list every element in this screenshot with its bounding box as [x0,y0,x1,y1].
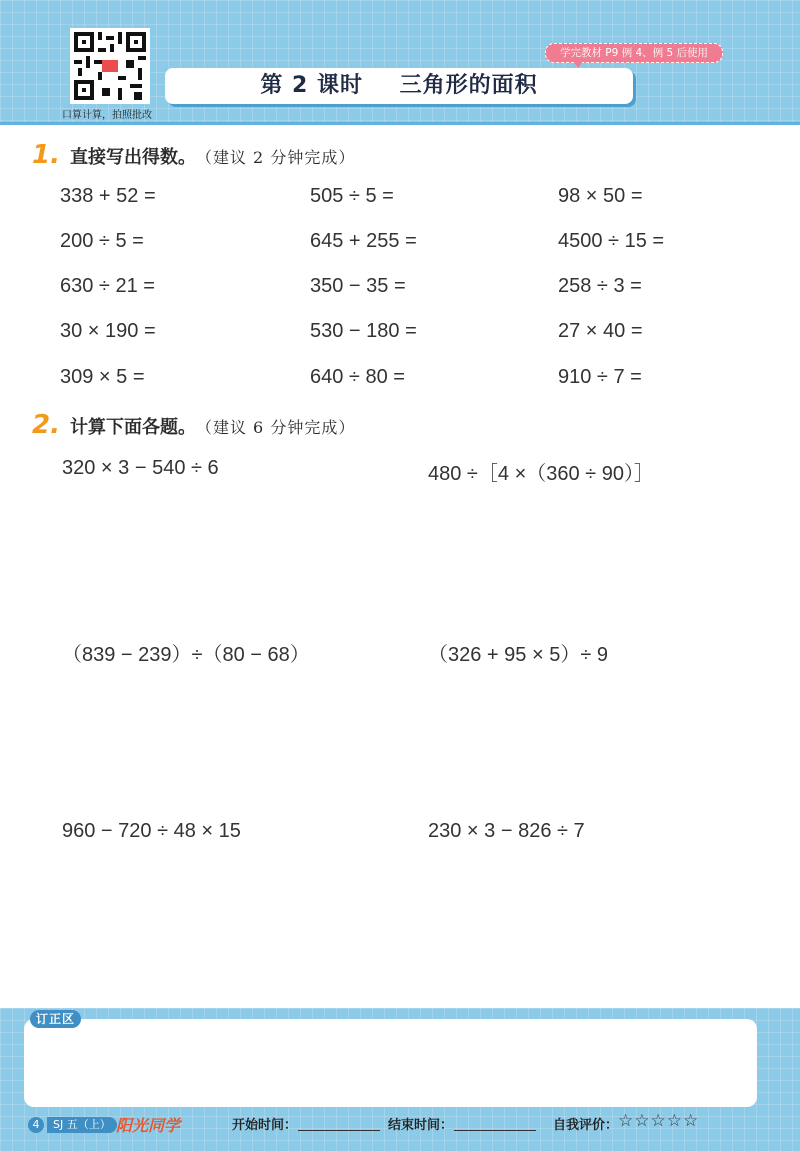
oral-problem: 30 × 190 = [60,320,156,342]
oral-problem: 640 ÷ 80 = [310,366,405,388]
oral-problem: 309 × 5 = [60,366,145,388]
oral-problem: 350 − 35 = [310,275,406,297]
calc-problem: （326 + 95 × 5）÷ 9 [428,644,608,666]
self-eval-stars[interactable]: ☆☆☆☆☆ [618,1111,700,1131]
oral-problem: 258 ÷ 3 = [558,275,642,297]
lesson-title [165,68,633,104]
calc-problem: （839 − 239）÷（80 − 68） [62,644,310,666]
qr-code[interactable] [70,28,150,104]
section-1-title: 直接写出得数。 [69,147,196,168]
oral-problem: 4500 ÷ 15 = [558,230,665,252]
oral-problem: 910 ÷ 7 = [558,366,642,388]
end-time-field[interactable] [454,1130,536,1131]
calc-problem: 320 × 3 − 540 ÷ 6 [62,457,219,479]
correction-label: 订正区 [30,1010,81,1028]
correction-area[interactable] [24,1019,757,1107]
section-2-number: 2. [32,410,60,440]
oral-problem: 505 ÷ 5 = [310,185,394,207]
badge-tail [572,60,584,68]
oral-problem: 27 × 40 = [558,320,643,342]
page-number: 4 [28,1117,44,1133]
oral-problem: 98 × 50 = [558,185,643,207]
section-1-hint: （建议 2 分钟完成） [195,148,356,167]
calc-problem: 230 × 3 − 826 ÷ 7 [428,820,585,842]
oral-problem: 530 − 180 = [310,320,417,342]
section-1-number: 1. [32,140,60,170]
lesson-number: 第 2 课时 [260,73,363,98]
oral-problem: 645 + 255 = [310,230,417,252]
section-2-title: 计算下面各题。 [69,417,196,438]
section-2-header [32,410,355,440]
section-2-hint: （建议 6 分钟完成） [195,418,356,437]
start-time-label: 开始时间： [232,1118,298,1133]
usage-badge: 学完教材 P9 例 4、例 5 后使用 [545,43,723,63]
oral-problem: 630 ÷ 21 = [60,275,155,297]
lesson-topic: 三角形的面积 [399,73,538,98]
start-time-field[interactable] [298,1130,380,1131]
brand-logo: 阳光同学 [116,1116,181,1135]
calc-problem: 480 ÷［4 ×（360 ÷ 90）］ [428,463,654,485]
bottom-bar [0,1110,800,1140]
oral-problem: 338 + 52 = [60,185,156,207]
qr-caption: 口算计算，拍照批改 [62,110,152,121]
oral-problem: 200 ÷ 5 = [60,230,144,252]
grade-tag: SJ 五（上） [47,1117,117,1133]
end-time-label: 结束时间： [388,1118,454,1133]
calc-problem: 960 − 720 ÷ 48 × 15 [62,820,241,842]
section-1-header [32,140,355,170]
self-eval-label: 自我评价： [553,1118,619,1133]
